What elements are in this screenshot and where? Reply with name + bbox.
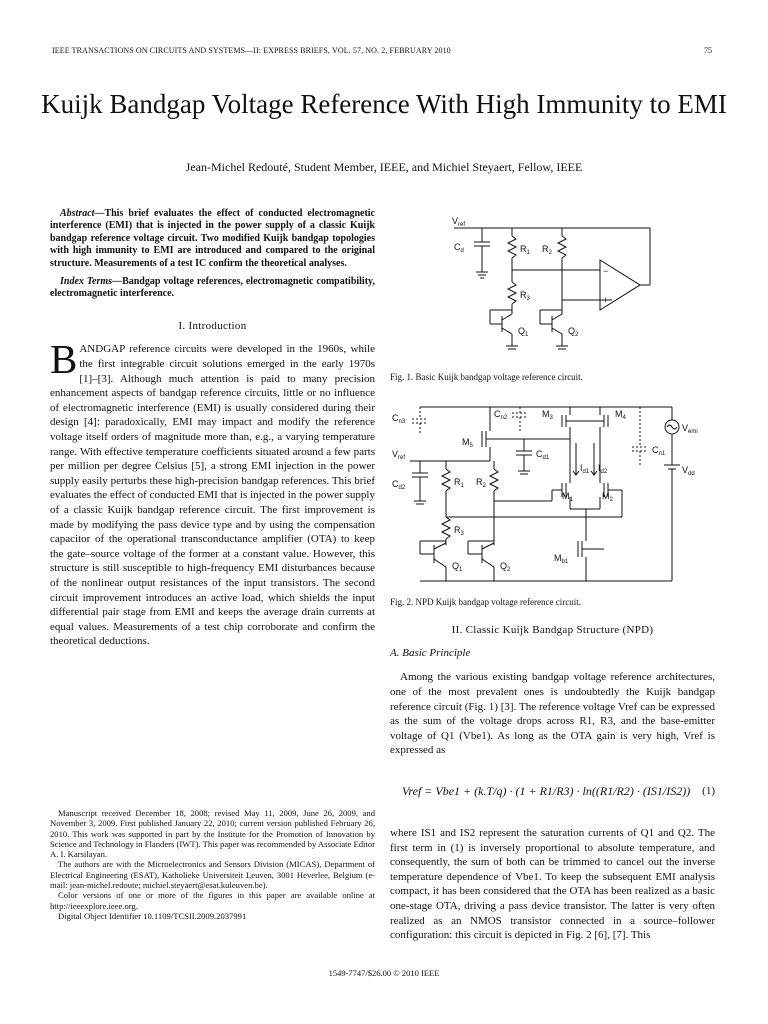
figure-1-caption: Fig. 1. Basic Kuijk bandgap voltage reference circuit. <box>390 372 583 382</box>
basic-principle-paragraph-2: where IS1 and IS2 represent the saturation currents of Q1 and Q2. The first term in (1) is inversely proportional to absolute temperature, and consequently, the sum of both can be trimmed to cancel out the inverse temperature dependence of Vbe1. To keep the subsequent EMI analysis compact, it has been considered that the OTA has been realized as a basic one-stage OTA, driving a pass device transistor. The latter is very often realized as an NMOS transistor connected in a source–follower configuration: this circuit is depicted in Fig. 2 [6], [7]. This <box>390 826 715 942</box>
fig1-label-r1: $R_1$ <box>520 244 530 256</box>
section-heading-classic-kuijk: II. Classic Kuijk Bandgap Structure (NPD) <box>451 624 654 637</box>
intro-text: reference circuits were developed in the 1960s, while the first integrable circuit solutions emerged in the early 1970s [1]–[3]. Although much attention is paid to many precision enhancement aspects of bandgap reference circuits, little or no influence of electromagnetic interference (EMI) is usually considered during their design [4]: paradoxically, EMI may impact and modify the reference voltage itself orders of magnitude more than, e.g., a varying temperature range. With effective temperature coefficients situated around a few parts per million per degree Celsius [5], a strong EMI injection in the power supply easily perturbs these high-precision bandgap references. This brief evaluates the effect of conducted EMI that is injected in the power supply of a classic Kuijk bandgap reference circuit. The first improvement is made by modifying the pass device type and by using the compensation capacitor of the operational transconductance amplifier (OTA) to keep the gate–source voltage of the former at a constant value. However, this structure is still susceptible to high-frequency EMI disturbances because of the nonlinear output resistances of the input transistors. The second circuit improvement introduces an active load, which shields the input differential pair stage from EMI and keeps the average drain currents at equal values. Measurements of a test chip corroborate and confirm the theoretical deductions. <box>50 343 375 648</box>
equation-1-number: (1) <box>702 784 715 797</box>
basic-principle-paragraph-1: Among the various existing bandgap voltage reference architectures, one of the most prevalent ones is undoubtedly the Kuijk bandgap reference circuit (Fig. 1) [3]. The reference voltage Vref can be expressed as the sum of the voltage drops across R1, R3, and the base-emitter voltage of Q1 (Vbe1). As long as the OTA gain is very high, Vref is expressed as <box>390 671 715 757</box>
abstract-text: This brief evaluates the effect of conducted electromagnetic interference (EMI) that is injected in the power supply of a classic Kuijk bandgap reference voltage circuit. Two modified Kuijk bandgap topologies with high immunity to EMI are introduced and compared to the original structure. Measurements of a test IC confirm the theoretical analyses. <box>50 208 375 269</box>
fig1-label-cd: $C_d$ <box>454 242 464 254</box>
figure-2-circuit <box>390 391 715 591</box>
footnote-color: Color versions of one or more of the figures in this paper are available online at http://ieeexplore.ieee.org. <box>50 890 375 911</box>
paper-title: Kuijk Bandgap Voltage Reference With High Immunity to EMI <box>41 89 727 119</box>
fig2-label-cd2: $C_{d2}$ <box>392 478 406 491</box>
fig2-cn3 <box>412 407 428 435</box>
fig2-label-r1: $R_1$ <box>454 476 464 489</box>
fig2-label-r3: $R_3$ <box>454 524 464 537</box>
fig2-label-m1: $M_1$ <box>562 490 573 503</box>
fig2-label-m5: $M_5$ <box>462 436 473 449</box>
figure-1-circuit <box>390 212 715 362</box>
footnotes <box>50 808 375 921</box>
fig1-label-minus: − <box>603 266 609 276</box>
fig2-label-cn1: $C_{n1}$ <box>652 444 666 457</box>
left-column <box>50 208 375 649</box>
fig2-label-m2: $M_2$ <box>602 490 613 503</box>
footnote-received: Manuscript received December 18, 2008; revised May 11, 2009, June 26, 2009, and November 3, 2009. First published January 22, 2010; current version published February 26, 2010. This work was supported in part by the Institute for the Promotion of Innovation by Science and Technology in Flanders (IWT). This paper was recommended by Associate Editor A. I. Karsilayan. <box>50 808 375 860</box>
fig2-label-mb1: $M_{b1}$ <box>554 552 569 565</box>
figure-2-caption: Fig. 2. NPD Kuijk bandgap voltage reference circuit. <box>390 596 581 607</box>
intro-first-word: ANDGAP <box>79 343 125 356</box>
fig2-label-vdd: $V_{dd}$ <box>682 464 695 477</box>
fig2-label-r2: $R_2$ <box>476 476 486 489</box>
fig1-label-q2: $Q_2$ <box>568 326 579 338</box>
fig2-label-m4: $M_4$ <box>615 408 626 421</box>
footnote-doi: Digital Object Identifier 10.1109/TCSII.2009.2037991 <box>58 910 247 921</box>
page-footer-copyright: 1549-7747/$26.00 © 2010 IEEE <box>328 968 440 978</box>
section-heading-introduction: I. Introduction <box>178 319 247 332</box>
fig1-label-r2: $R_2$ <box>542 244 552 256</box>
footnote-affiliation: The authors are with the Microelectronics and Sensors Division (MICAS), Department of Electrical Engineering (ESAT), Katholieke Universiteit Leuven, 3001 Heverlee, Belgium (e-mail: jean-michel.redoute; michiel.steyaert@esat.kuleuven.be). <box>50 859 375 891</box>
index-terms-label: Index Terms— <box>60 276 123 288</box>
fig2-label-id1: $I_{d1}$ <box>580 462 590 475</box>
fig1-label-vref: $V_{ref}$ <box>452 216 466 228</box>
fig2-label-vemi: $V_{emi}$ <box>682 422 698 435</box>
fig1-label-q1: $Q_1$ <box>518 326 529 338</box>
author-line: Jean-Michel Redouté, Student Member, IEEE, and Michiel Steyaert, Fellow, IEEE <box>185 160 583 174</box>
fig2-cn1 <box>632 407 648 467</box>
subsection-heading-basic-principle: A. Basic Principle <box>390 646 471 659</box>
page-number: 75 <box>704 46 712 55</box>
drop-cap: B <box>50 336 78 383</box>
right-column <box>390 212 715 943</box>
index-terms <box>50 276 375 301</box>
index-terms-text: Bandgap voltage references, electromagnetic compatibility, electromagnetic interference. <box>50 276 375 300</box>
fig2-label-vref: $V_{ref}$ <box>392 448 406 461</box>
fig2-label-cn3: $C_{n3}$ <box>392 412 406 425</box>
introduction-paragraph <box>50 336 375 648</box>
fig2-label-q1: $Q_1$ <box>452 560 463 573</box>
running-header: IEEE TRANSACTIONS ON CIRCUITS AND SYSTEMS—II: EXPRESS BRIEFS, VOL. 57, NO. 2, FEBRUARY 2010 <box>52 46 451 55</box>
fig1-label-r3: $R_3$ <box>520 290 530 302</box>
fig2-label-q2: $Q_2$ <box>500 560 511 573</box>
equation-1 <box>390 766 715 816</box>
abstract <box>50 208 375 270</box>
fig2-label-cn2: $C_{n2}$ <box>494 408 508 421</box>
fig1-label-plus: + <box>603 295 609 305</box>
fig2-label-id2: $I_{d2}$ <box>598 462 608 475</box>
equation-1-body: Vref = Vbe1 + (k.T/q) · (1 + R1/R3) · ln((R1/R2) · (IS1/IS2)) <box>401 783 691 798</box>
fig2-label-m3: $M_3$ <box>542 408 553 421</box>
abstract-label: Abstract— <box>60 208 105 219</box>
fig2-label-cd1: $C_{d1}$ <box>536 448 550 461</box>
fig2-cn2 <box>512 407 528 431</box>
